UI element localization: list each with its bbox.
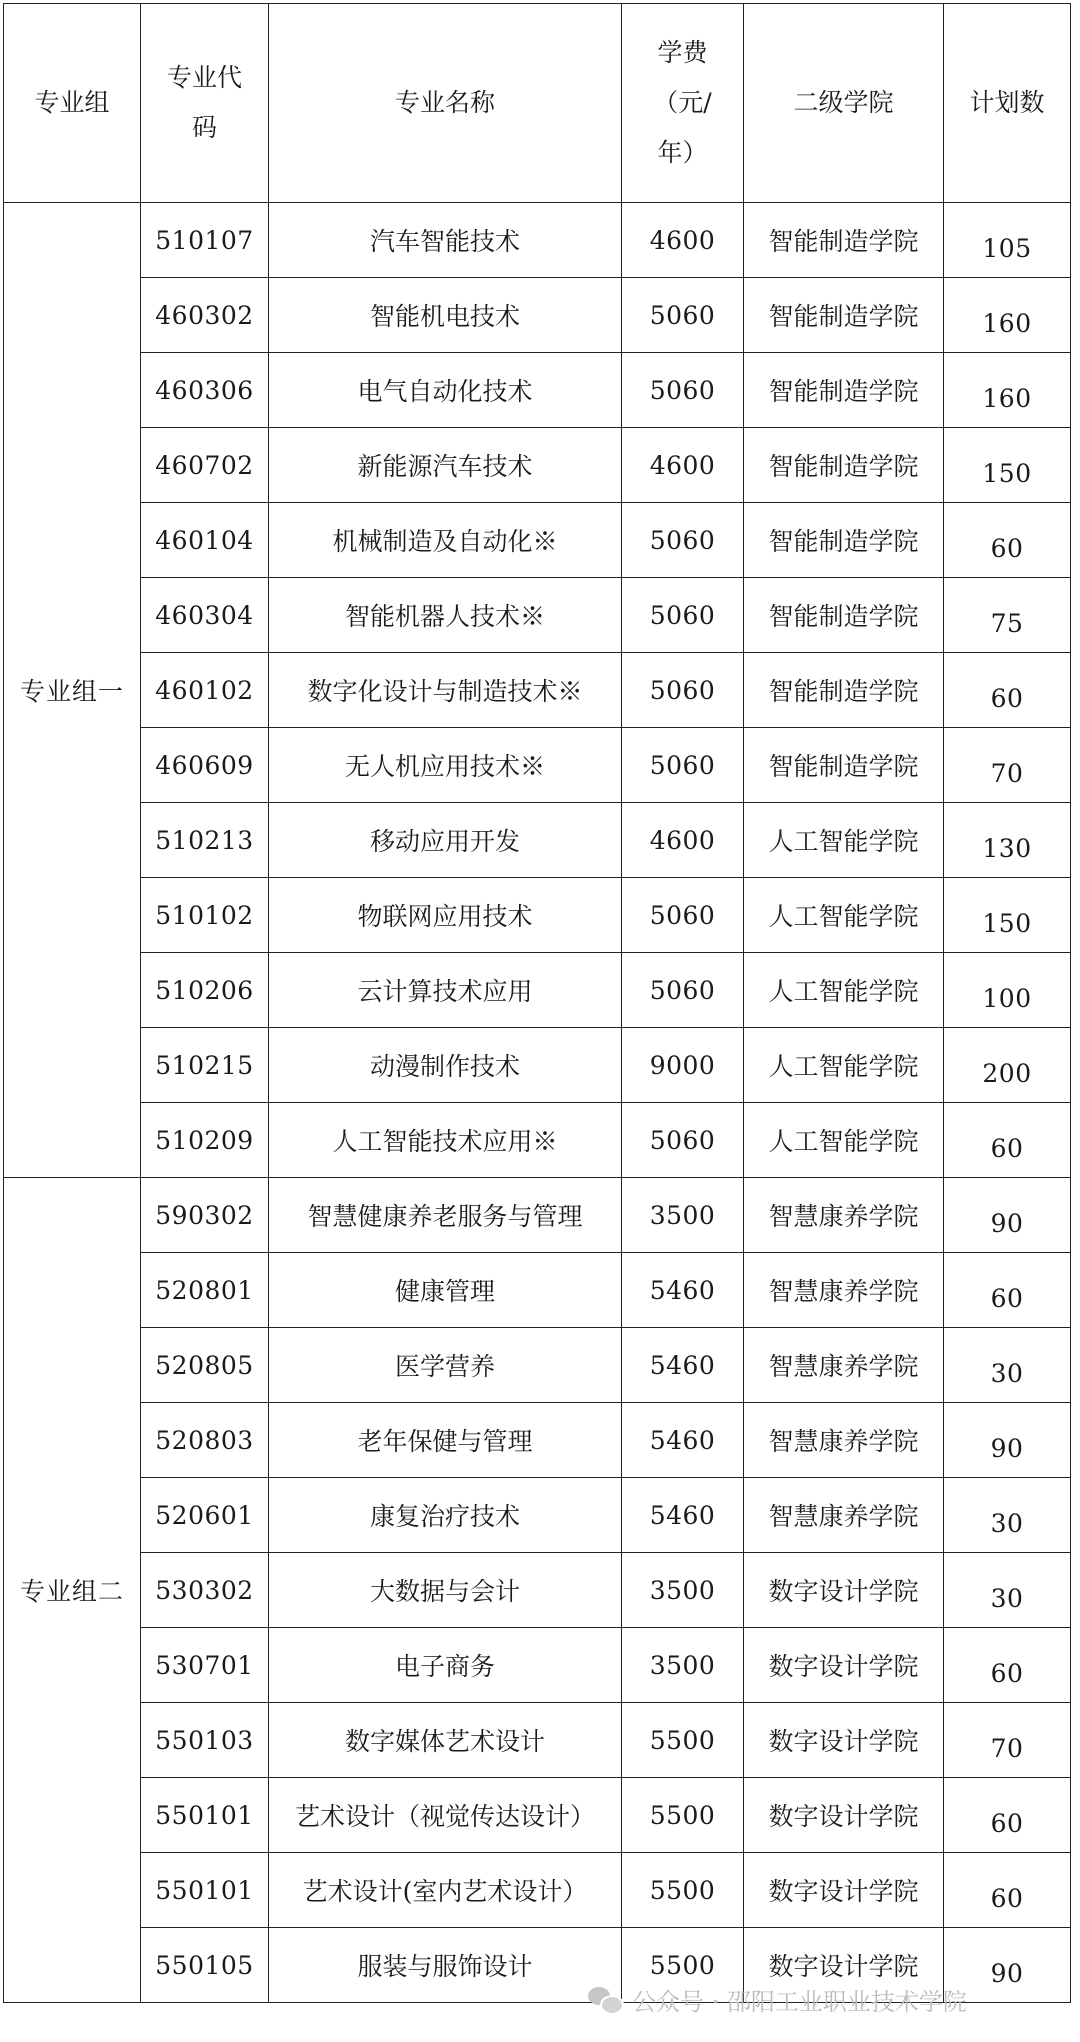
college-cell-text: 数字设计学院 — [768, 1802, 919, 1831]
fee-cell — [622, 1778, 744, 1853]
major-name-cell-text: 智慧健康养老服务与管理 — [307, 1202, 583, 1231]
fee-cell-text: 3500 — [649, 1650, 716, 1680]
code-cell-text: 460104 — [155, 525, 254, 555]
plan-count-cell — [944, 1478, 1071, 1553]
fee-cell-text: 5500 — [649, 1950, 716, 1980]
plan-count-cell-text: 150 — [982, 908, 1032, 938]
plan-count-cell-text: 30 — [990, 1583, 1024, 1613]
fee-cell-text: 4600 — [649, 825, 716, 855]
wechat-icon — [588, 1987, 622, 2013]
fee-cell-text: 3500 — [649, 1575, 716, 1605]
table-row — [4, 1628, 1071, 1703]
code-cell — [141, 728, 269, 803]
major-name-cell — [269, 1703, 622, 1778]
fee-cell — [622, 653, 744, 728]
table-row — [4, 803, 1071, 878]
fee-cell — [622, 1703, 744, 1778]
fee-cell-text: 3500 — [649, 1200, 716, 1230]
plan-count-cell-text: 150 — [982, 458, 1032, 488]
header-plan: 计划数 — [944, 4, 1071, 203]
college-cell-text: 智慧康养学院 — [768, 1202, 919, 1231]
code-cell — [141, 953, 269, 1028]
code-cell — [141, 1328, 269, 1403]
major-name-cell-text: 大数据与会计 — [369, 1577, 520, 1606]
plan-count-cell-text: 60 — [990, 1808, 1024, 1838]
college-cell — [744, 1853, 944, 1928]
plan-count-cell-text: 105 — [982, 233, 1032, 263]
college-cell-text: 智能制造学院 — [768, 602, 919, 631]
table-row — [4, 878, 1071, 953]
college-cell — [744, 428, 944, 503]
fee-cell — [622, 503, 744, 578]
plan-count-cell — [944, 1403, 1071, 1478]
college-cell — [744, 353, 944, 428]
major-name-cell-text: 数字化设计与制造技术※ — [307, 677, 583, 706]
plan-count-cell — [944, 1778, 1071, 1853]
fee-cell — [622, 1103, 744, 1178]
code-cell — [141, 1253, 269, 1328]
college-cell — [744, 1703, 944, 1778]
code-cell — [141, 1703, 269, 1778]
plan-count-cell-text: 30 — [990, 1358, 1024, 1388]
college-cell — [744, 1553, 944, 1628]
major-name-cell — [269, 1028, 622, 1103]
major-name-cell-text: 物联网应用技术 — [357, 902, 533, 931]
code-cell — [141, 1403, 269, 1478]
plan-count-cell — [944, 428, 1071, 503]
plan-count-cell — [944, 1853, 1071, 1928]
header-code: 专业代 码 — [141, 4, 269, 203]
plan-count-cell-text: 60 — [990, 1133, 1024, 1163]
major-name-cell-text: 电子商务 — [394, 1652, 495, 1681]
table-row — [4, 578, 1071, 653]
table-row — [4, 728, 1071, 803]
code-cell-text: 510213 — [155, 825, 254, 855]
plan-count-cell — [944, 578, 1071, 653]
plan-count-cell-text: 130 — [982, 833, 1032, 863]
major-name-cell — [269, 1778, 622, 1853]
code-cell-text: 530701 — [155, 1650, 254, 1680]
college-cell — [744, 1178, 944, 1253]
plan-count-cell-text: 100 — [982, 983, 1032, 1013]
college-cell-text: 智能制造学院 — [768, 677, 919, 706]
college-cell — [744, 728, 944, 803]
enrollment-plan-table — [3, 3, 1071, 2003]
code-cell-text: 460102 — [155, 675, 254, 705]
fee-cell — [622, 1178, 744, 1253]
college-cell — [744, 278, 944, 353]
table-row — [4, 1253, 1071, 1328]
fee-cell-text: 5500 — [649, 1800, 716, 1830]
fee-cell-text: 5060 — [649, 900, 716, 930]
plan-count-cell-text: 90 — [990, 1433, 1024, 1463]
code-cell — [141, 353, 269, 428]
fee-cell-text: 5060 — [649, 600, 716, 630]
plan-count-cell — [944, 1028, 1071, 1103]
code-cell-text: 550101 — [155, 1800, 254, 1830]
major-name-cell — [269, 1553, 622, 1628]
major-name-cell — [269, 353, 622, 428]
code-cell — [141, 1028, 269, 1103]
group-name-cell: 专业组一 — [4, 203, 141, 1178]
fee-cell-text: 5460 — [649, 1350, 716, 1380]
college-cell — [744, 1328, 944, 1403]
plan-count-cell — [944, 1103, 1071, 1178]
fee-cell — [622, 1253, 744, 1328]
table-row — [4, 953, 1071, 1028]
college-cell-text: 人工智能学院 — [768, 902, 919, 931]
major-name-cell — [269, 803, 622, 878]
code-cell-text: 530302 — [155, 1575, 254, 1605]
code-cell — [141, 278, 269, 353]
plan-count-cell-text: 75 — [990, 608, 1024, 638]
plan-count-cell — [944, 278, 1071, 353]
fee-cell — [622, 878, 744, 953]
code-cell-text: 550105 — [155, 1950, 254, 1980]
plan-count-cell — [944, 653, 1071, 728]
major-name-cell-text: 数字媒体艺术设计 — [344, 1727, 545, 1756]
code-cell-text: 520805 — [155, 1350, 254, 1380]
major-name-cell-text: 服装与服饰设计 — [357, 1952, 533, 1981]
college-cell-text: 人工智能学院 — [768, 1127, 919, 1156]
college-cell-text: 数字设计学院 — [768, 1952, 919, 1981]
fee-cell-text: 5060 — [649, 300, 716, 330]
major-name-cell-text: 康复治疗技术 — [369, 1502, 520, 1531]
major-name-cell-text: 动漫制作技术 — [369, 1052, 520, 1081]
major-name-cell-text: 新能源汽车技术 — [357, 452, 533, 481]
plan-count-cell — [944, 1628, 1071, 1703]
major-name-cell — [269, 1403, 622, 1478]
code-cell — [141, 578, 269, 653]
plan-count-cell — [944, 1328, 1071, 1403]
code-cell-text: 510107 — [155, 225, 254, 255]
major-name-cell-text: 老年保健与管理 — [357, 1427, 533, 1456]
college-cell — [744, 578, 944, 653]
college-cell — [744, 803, 944, 878]
major-name-cell — [269, 653, 622, 728]
code-cell — [141, 1628, 269, 1703]
fee-cell — [622, 203, 744, 278]
table-row — [4, 653, 1071, 728]
college-cell-text: 智能制造学院 — [768, 302, 919, 331]
code-cell — [141, 1103, 269, 1178]
college-cell — [744, 1253, 944, 1328]
college-cell — [744, 653, 944, 728]
code-cell-text: 550101 — [155, 1875, 254, 1905]
major-name-cell-text: 电气自动化技术 — [357, 377, 533, 406]
major-name-cell-text: 移动应用开发 — [369, 827, 520, 856]
table-row — [4, 1703, 1071, 1778]
major-name-cell-text: 健康管理 — [394, 1277, 495, 1306]
major-name-cell — [269, 1853, 622, 1928]
code-cell — [141, 428, 269, 503]
table-row — [4, 503, 1071, 578]
college-cell-text: 数字设计学院 — [768, 1652, 919, 1681]
major-name-cell — [269, 428, 622, 503]
code-cell-text: 460306 — [155, 375, 254, 405]
plan-count-cell — [944, 203, 1071, 278]
college-cell-text: 人工智能学院 — [768, 1052, 919, 1081]
code-cell-text: 510206 — [155, 975, 254, 1005]
code-cell — [141, 878, 269, 953]
code-cell — [141, 1178, 269, 1253]
plan-count-cell — [944, 953, 1071, 1028]
header-group: 专业组 — [4, 4, 141, 203]
plan-count-cell-text: 30 — [990, 1508, 1024, 1538]
fee-cell — [622, 953, 744, 1028]
code-cell-text: 460302 — [155, 300, 254, 330]
plan-count-cell — [944, 353, 1071, 428]
college-cell-text: 智慧康养学院 — [768, 1427, 919, 1456]
header-name: 专业名称 — [269, 4, 622, 203]
code-cell-text: 550103 — [155, 1725, 254, 1755]
code-cell — [141, 1778, 269, 1853]
plan-count-cell — [944, 1553, 1071, 1628]
major-name-cell — [269, 578, 622, 653]
fee-cell-text: 5060 — [649, 525, 716, 555]
fee-cell — [622, 803, 744, 878]
fee-cell-text: 5500 — [649, 1875, 716, 1905]
code-cell-text: 590302 — [155, 1200, 254, 1230]
fee-cell-text: 5500 — [649, 1725, 716, 1755]
plan-count-cell — [944, 728, 1071, 803]
college-cell-text: 智慧康养学院 — [768, 1277, 919, 1306]
college-cell-text: 智能制造学院 — [768, 752, 919, 781]
fee-cell-text: 9000 — [649, 1050, 716, 1080]
major-name-cell — [269, 1253, 622, 1328]
plan-count-cell-text: 200 — [982, 1058, 1032, 1088]
table-row — [4, 1178, 1071, 1253]
major-name-cell — [269, 203, 622, 278]
code-cell-text: 460304 — [155, 600, 254, 630]
college-cell-text: 人工智能学院 — [768, 827, 919, 856]
fee-cell — [622, 428, 744, 503]
plan-count-cell — [944, 1703, 1071, 1778]
major-name-cell — [269, 878, 622, 953]
fee-cell — [622, 1628, 744, 1703]
major-name-cell — [269, 1328, 622, 1403]
major-name-cell — [269, 953, 622, 1028]
fee-cell-text: 5060 — [649, 750, 716, 780]
fee-cell-text: 4600 — [649, 450, 716, 480]
plan-count-cell-text: 90 — [990, 1958, 1024, 1988]
code-cell-text: 510209 — [155, 1125, 254, 1155]
table-row — [4, 428, 1071, 503]
major-name-cell — [269, 278, 622, 353]
college-cell-text: 人工智能学院 — [768, 977, 919, 1006]
table-row — [4, 1103, 1071, 1178]
code-cell-text: 520801 — [155, 1275, 254, 1305]
college-cell — [744, 953, 944, 1028]
fee-cell-text: 5460 — [649, 1425, 716, 1455]
college-cell-text: 智能制造学院 — [768, 527, 919, 556]
plan-count-cell-text: 60 — [990, 1283, 1024, 1313]
code-cell — [141, 1478, 269, 1553]
code-cell — [141, 803, 269, 878]
table-row — [4, 203, 1071, 278]
header-college: 二级学院 — [744, 4, 944, 203]
major-name-cell — [269, 1928, 622, 2003]
group-name-cell: 专业组二 — [4, 1178, 141, 2003]
fee-cell-text: 5460 — [649, 1500, 716, 1530]
table-row — [4, 1328, 1071, 1403]
code-cell-text: 510102 — [155, 900, 254, 930]
college-cell — [744, 1028, 944, 1103]
college-cell — [744, 1103, 944, 1178]
code-cell — [141, 1853, 269, 1928]
major-name-cell-text: 医学营养 — [394, 1352, 495, 1381]
fee-cell-text: 5060 — [649, 975, 716, 1005]
fee-cell — [622, 1028, 744, 1103]
college-cell — [744, 1778, 944, 1853]
major-name-cell-text: 智能机器人技术※ — [344, 602, 545, 631]
plan-count-cell-text: 60 — [990, 533, 1024, 563]
major-name-cell — [269, 1478, 622, 1553]
fee-cell — [622, 578, 744, 653]
code-cell-text: 520803 — [155, 1425, 254, 1455]
major-name-cell-text: 智能机电技术 — [369, 302, 520, 331]
college-cell-text: 数字设计学院 — [768, 1727, 919, 1756]
fee-cell — [622, 353, 744, 428]
college-cell-text: 智慧康养学院 — [768, 1502, 919, 1531]
plan-count-cell-text: 160 — [982, 308, 1032, 338]
watermark-text: 公众号 · 邵阳工业职业技术学院 — [632, 1988, 967, 2016]
plan-count-cell-text: 90 — [990, 1208, 1024, 1238]
major-name-cell-text: 人工智能技术应用※ — [332, 1127, 558, 1156]
major-name-cell-text: 艺术设计（视觉传达设计） — [294, 1802, 595, 1831]
college-cell — [744, 203, 944, 278]
fee-cell — [622, 728, 744, 803]
major-name-cell-text: 汽车智能技术 — [369, 227, 520, 256]
table-row — [4, 278, 1071, 353]
code-cell — [141, 653, 269, 728]
plan-count-cell — [944, 878, 1071, 953]
college-cell-text: 智能制造学院 — [768, 377, 919, 406]
major-name-cell — [269, 1628, 622, 1703]
fee-cell-text: 5460 — [649, 1275, 716, 1305]
plan-count-cell-text: 160 — [982, 383, 1032, 413]
fee-cell — [622, 1478, 744, 1553]
table-row — [4, 1028, 1071, 1103]
table-row — [4, 1778, 1071, 1853]
plan-count-cell-text: 60 — [990, 1658, 1024, 1688]
college-cell — [744, 1478, 944, 1553]
plan-count-cell — [944, 803, 1071, 878]
code-cell-text: 520601 — [155, 1500, 254, 1530]
watermark — [588, 1982, 967, 2017]
college-cell — [744, 1628, 944, 1703]
fee-cell — [622, 278, 744, 353]
plan-count-cell — [944, 1253, 1071, 1328]
code-cell — [141, 503, 269, 578]
code-cell — [141, 1928, 269, 2003]
plan-count-cell-text: 70 — [990, 758, 1024, 788]
plan-count-cell — [944, 1178, 1071, 1253]
table-body — [4, 203, 1071, 2003]
college-cell-text: 智能制造学院 — [768, 227, 919, 256]
fee-cell — [622, 1403, 744, 1478]
major-name-cell-text: 云计算技术应用 — [357, 977, 533, 1006]
college-cell — [744, 1403, 944, 1478]
fee-cell — [622, 1328, 744, 1403]
major-name-cell-text: 无人机应用技术※ — [344, 752, 545, 781]
code-cell-text: 460702 — [155, 450, 254, 480]
header-row — [4, 4, 1071, 203]
table-row — [4, 1553, 1071, 1628]
major-name-cell-text: 机械制造及自动化※ — [332, 527, 558, 556]
header-fee: 学费 （元/ 年） — [622, 4, 744, 203]
college-cell-text: 智能制造学院 — [768, 452, 919, 481]
plan-count-cell-text: 60 — [990, 1883, 1024, 1913]
table-row — [4, 1403, 1071, 1478]
fee-cell-text: 4600 — [649, 225, 716, 255]
college-cell-text: 智慧康养学院 — [768, 1352, 919, 1381]
major-name-cell — [269, 1178, 622, 1253]
college-cell — [744, 503, 944, 578]
table-row — [4, 1478, 1071, 1553]
fee-cell-text: 5060 — [649, 375, 716, 405]
major-name-cell-text: 艺术设计(室内艺术设计） — [302, 1877, 588, 1906]
code-cell — [141, 203, 269, 278]
college-cell — [744, 878, 944, 953]
table-row — [4, 1853, 1071, 1928]
plan-count-cell — [944, 503, 1071, 578]
code-cell-text: 510215 — [155, 1050, 254, 1080]
major-name-cell — [269, 503, 622, 578]
college-cell-text: 数字设计学院 — [768, 1577, 919, 1606]
major-name-cell — [269, 1103, 622, 1178]
fee-cell-text: 5060 — [649, 1125, 716, 1155]
table-row — [4, 353, 1071, 428]
plan-count-cell-text: 70 — [990, 1733, 1024, 1763]
code-cell — [141, 1553, 269, 1628]
major-name-cell — [269, 728, 622, 803]
plan-count-cell-text: 60 — [990, 683, 1024, 713]
fee-cell — [622, 1553, 744, 1628]
fee-cell-text: 5060 — [649, 675, 716, 705]
code-cell-text: 460609 — [155, 750, 254, 780]
fee-cell — [622, 1853, 744, 1928]
college-cell-text: 数字设计学院 — [768, 1877, 919, 1906]
